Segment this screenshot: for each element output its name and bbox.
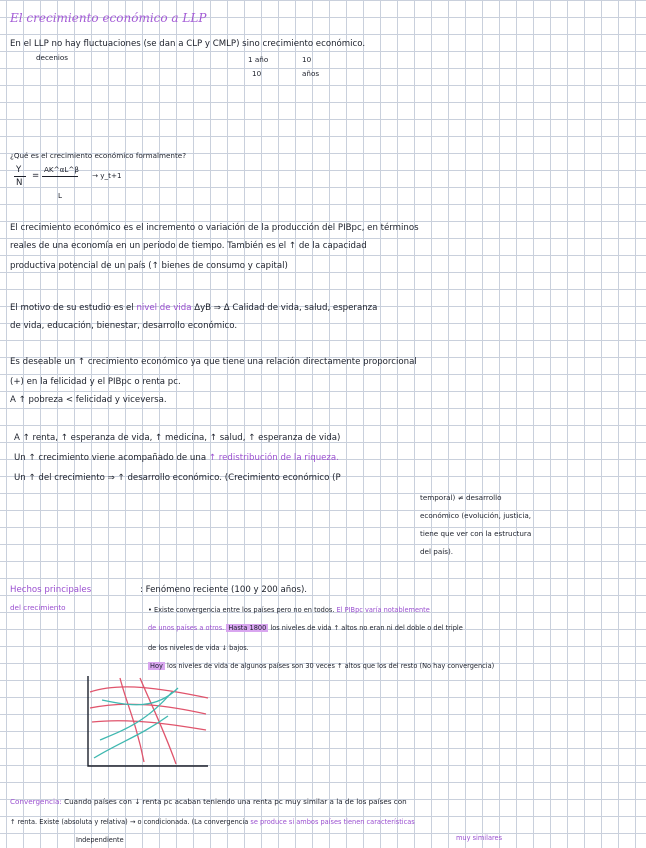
convergence-text-1: Cuando países con ↓ renta pc acaban teniendo una renta pc muy similar a la de los países con: [64, 797, 407, 806]
facts-bullet-1-line-2: [148, 622, 463, 634]
desirable-line-2: (+) en la felicidad y el PIBpc o renta pc.: [10, 377, 181, 387]
convergence-line-3: muy similares: [456, 834, 503, 842]
formula-equals: =: [32, 171, 40, 181]
facts-bullet-2-text: los niveles de vida de algunos países son 30 veces ↑ altos que los del resto (No hay convergencia): [167, 662, 495, 670]
formula-rhs-bottom: L: [58, 191, 63, 200]
formula-lhs-top: Y: [16, 165, 22, 175]
definition-line-2: reales de una economía en un periodo de tiempo. También es el ↑ de la capacidad: [10, 241, 367, 251]
motivation-line-1: [10, 302, 377, 314]
facts-today-highlight: Hoy: [150, 662, 163, 670]
facts-label-1: Hechos principales: [10, 585, 92, 595]
rent-line-2-highlight: ↑ redistribución de la riqueza.: [208, 453, 339, 463]
graph-red-line-1: [90, 687, 208, 698]
facts-year-highlight: Hasta 1800: [228, 624, 267, 632]
facts-bullet-1-purple: El PIBpc varía notablemente: [336, 606, 430, 614]
motivation-suffix: ΔyB ⇒ Δ Calidad de vida, salud, esperanza: [194, 303, 378, 313]
desirable-line-3: A ↑ pobreza < felicidad y viceversa.: [10, 395, 167, 405]
graph-teal-line-3: [94, 716, 168, 758]
period-label-1: 1 año: [248, 55, 269, 64]
page-title: El crecimiento económico a LLP: [10, 11, 207, 25]
facts-bullet-1: [148, 604, 430, 616]
question-text: ¿Qué es el crecimiento económico formalmente?: [10, 151, 187, 160]
formula-arrow: → y_t+1: [92, 171, 122, 180]
rent-note-3: tiene que ver con la estructura: [420, 529, 532, 538]
facts-bullet-1-line-3: de los niveles de vida ↓ bajos.: [148, 644, 249, 652]
period-value-2: años: [302, 69, 320, 78]
motivation-line-2: de vida, educación, bienestar, desarrollo económico.: [10, 321, 238, 331]
facts-bullet-1-line-2-rest: los niveles de vida ↑ altos no eran ni del doble o del triple: [270, 624, 463, 632]
formula-rhs-top: AK^αL^β: [44, 165, 80, 174]
desirable-line-1: Es deseable un ↑ crecimiento económico ya que tiene una relación directamente proporcional: [10, 357, 417, 367]
convergence-label: Convergencia:: [10, 797, 62, 806]
facts-bullet-1-line-2-purple: de unos países a otros.: [148, 624, 225, 632]
growth-sketch-graph: [80, 672, 220, 772]
rent-line-2: [14, 452, 339, 464]
definition-line-1: El crecimiento económico es el incremento o variación de la producción del PIBpc, en términos: [10, 223, 419, 233]
rent-line-1: A ↑ renta, ↑ esperanza de vida, ↑ medicina, ↑ salud, ↑ esperanza de vida): [14, 433, 341, 443]
convergence-text-2: ↑ renta. Existe (absoluta y relativa) → o condicionada. (La convergencia: [10, 818, 249, 826]
period-value-1: 10: [302, 55, 312, 64]
rent-line-3: Un ↑ del crecimiento ⇒ ↑ desarrollo económico. (Crecimiento económico (P: [14, 473, 341, 483]
convergence-line-2: [10, 816, 415, 828]
facts-bullet-1-prefix: • Existe convergencia entre los países pero no en todos.: [148, 606, 335, 614]
formula-rhs-bar: [42, 176, 78, 177]
intro-sub-label: decenios: [36, 53, 69, 62]
convergence-under-label: Independiente: [76, 836, 124, 844]
convergence-purple-2: se produce si ambos países tienen características: [250, 818, 415, 826]
motivation-highlight: nivel de vida: [136, 303, 192, 313]
rent-note-2: económico (evolución, justicia,: [420, 511, 532, 520]
facts-label-2: del crecimiento: [10, 603, 66, 612]
graph-red-line-2: [90, 704, 206, 714]
motivation-prefix: El motivo de su estudio es el: [10, 303, 134, 313]
period-label-2: 10: [252, 69, 262, 78]
facts-header: : Fenómeno reciente (100 y 200 años).: [140, 585, 308, 595]
rent-line-2-prefix: Un ↑ crecimiento viene acompañado de una: [14, 453, 207, 463]
facts-bullet-2: [148, 660, 494, 672]
intro-line: En el LLP no hay fluctuaciones (se dan a CLP y CMLP) sino crecimiento económico.: [10, 39, 366, 49]
rent-note-4: del país).: [420, 547, 454, 556]
rent-note-1: temporal) ≠ desarrollo: [420, 493, 502, 502]
convergence-line-1: [10, 796, 407, 808]
definition-line-3: productiva potencial de un país (↑ bienes de consumo y capital): [10, 261, 288, 271]
formula-lhs-bottom: N: [16, 178, 23, 188]
